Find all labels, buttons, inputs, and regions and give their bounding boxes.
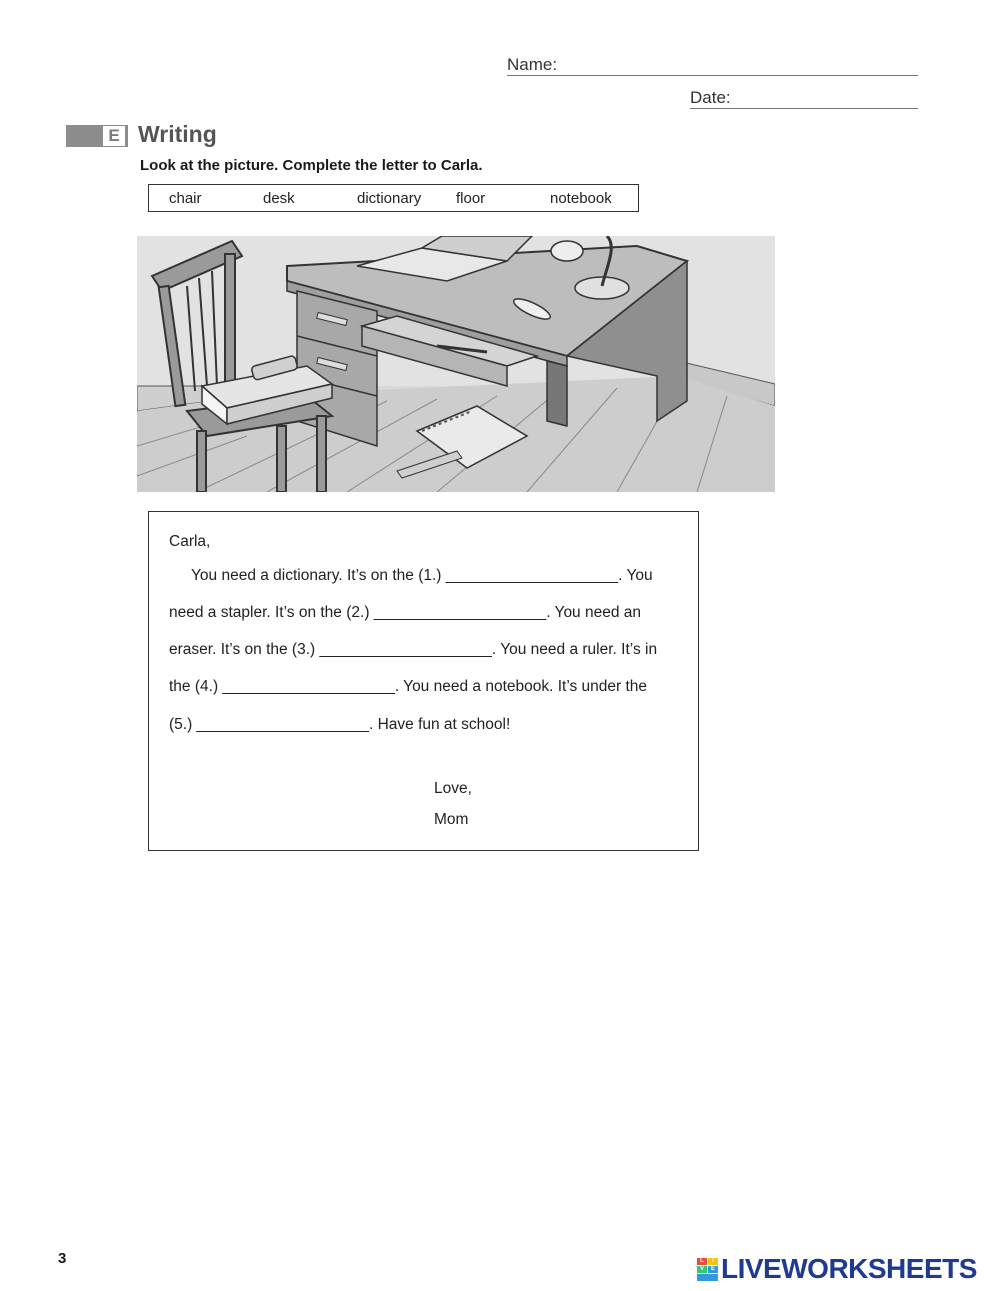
letter-greeting: Carla, bbox=[169, 533, 211, 550]
logo-block: L bbox=[697, 1258, 707, 1265]
letter-line-3[interactable]: eraser. It’s on the (3.) ____________________. You need a ruler. It’s in bbox=[169, 641, 658, 658]
word-bank-item: notebook bbox=[550, 190, 612, 207]
desk-scene-illustration bbox=[137, 236, 775, 492]
word-bank bbox=[148, 184, 639, 212]
date-field[interactable] bbox=[690, 108, 918, 109]
name-label: Name: bbox=[507, 55, 558, 74]
logo-block: E bbox=[708, 1266, 718, 1273]
letter-line-4[interactable]: the (4.) ____________________. You need a notebook. It’s under the bbox=[169, 678, 648, 695]
logo-text: LIVEWORKSHEETS bbox=[721, 1253, 977, 1284]
letter-line-2[interactable]: need a stapler. It’s on the (2.) ____________________. You need an bbox=[169, 604, 642, 621]
instructions: Look at the picture. Complete the letter to Carla. bbox=[140, 157, 483, 174]
name-field[interactable] bbox=[507, 75, 918, 76]
word-bank-item: desk bbox=[263, 190, 295, 207]
letter-closing: Love, bbox=[434, 780, 472, 797]
logo-block: V bbox=[697, 1266, 707, 1273]
letter-signature: Mom bbox=[434, 811, 469, 828]
section-tag bbox=[66, 125, 128, 147]
letter-box bbox=[148, 511, 699, 851]
letter-line-5[interactable]: (5.) ____________________. Have fun at school! bbox=[169, 716, 511, 733]
word-bank-item: chair bbox=[169, 190, 202, 207]
logo-blocks-icon bbox=[697, 1258, 719, 1282]
section-letter: E bbox=[103, 126, 125, 146]
section-title: Writing bbox=[138, 121, 217, 147]
word-bank-item: dictionary bbox=[357, 190, 422, 207]
letter-line-1[interactable]: You need a dictionary. It’s on the (1.) ____________________. You bbox=[191, 567, 653, 584]
logo-block-base bbox=[697, 1274, 718, 1281]
page-number: 3 bbox=[58, 1250, 67, 1267]
date-label: Date: bbox=[690, 88, 731, 107]
word-bank-item: floor bbox=[456, 190, 486, 207]
logo-block: I bbox=[708, 1258, 718, 1265]
